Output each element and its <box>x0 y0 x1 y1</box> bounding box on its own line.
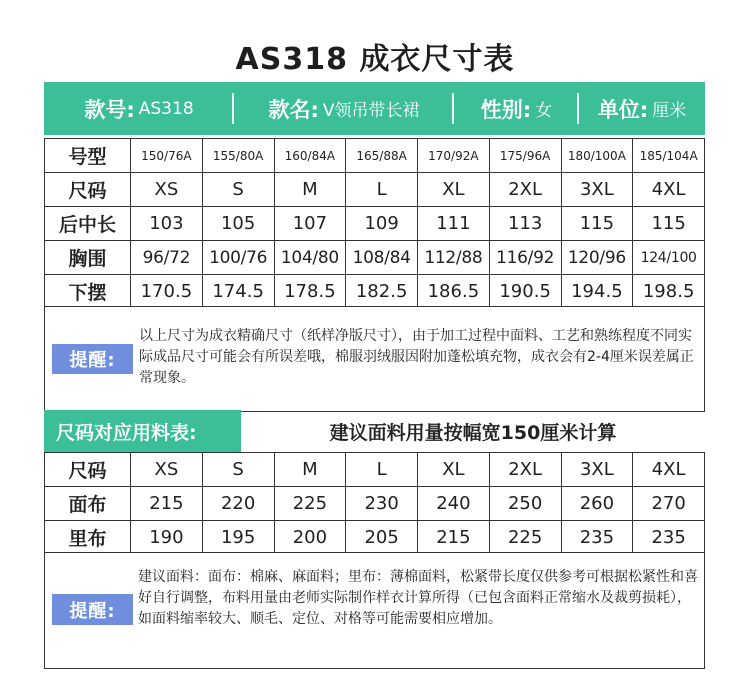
table-cell: 260 <box>561 487 633 521</box>
table-cell: 3XL <box>561 173 633 207</box>
table-row <box>45 207 705 241</box>
row-header: 下摆 <box>45 275 131 309</box>
unit-label: 单位: <box>597 97 649 122</box>
table-cell: 109 <box>346 207 418 241</box>
table-cell: 205 <box>346 521 418 555</box>
row-header: 尺码 <box>45 453 131 487</box>
table-cell: 195 <box>202 521 274 555</box>
table-cell: 215 <box>131 487 203 521</box>
table-cell: L <box>346 453 418 487</box>
table-cell: 104/80 <box>274 241 346 275</box>
table-cell: 198.5 <box>633 275 705 309</box>
table-cell: 170.5 <box>131 275 203 309</box>
table-cell: 112/88 <box>418 241 490 275</box>
table-cell: 220 <box>202 487 274 521</box>
table-cell: 115 <box>561 207 633 241</box>
table-cell: 120/96 <box>561 241 633 275</box>
table-cell: 182.5 <box>346 275 418 309</box>
table-cell: 194.5 <box>561 275 633 309</box>
table-row <box>45 453 705 487</box>
table-row <box>45 241 705 275</box>
style-number-label: 款号: <box>84 97 135 122</box>
table-cell: 165/88A <box>346 139 418 173</box>
style-number <box>44 82 234 135</box>
table-cell: 200 <box>274 521 346 555</box>
table-cell: 115 <box>633 207 705 241</box>
table-cell: M <box>274 453 346 487</box>
table-row <box>45 275 705 309</box>
table-cell: 240 <box>418 487 490 521</box>
table-cell: 250 <box>489 487 561 521</box>
fabric-usage-table <box>44 452 705 555</box>
gender-value: 女 <box>535 101 553 121</box>
table-cell: 178.5 <box>274 275 346 309</box>
unit <box>579 82 705 135</box>
table-cell: XS <box>131 173 203 207</box>
table-cell: 170/92A <box>418 139 490 173</box>
table-cell: 150/76A <box>131 139 203 173</box>
table-cell: 2XL <box>489 173 561 207</box>
table-cell: XL <box>418 453 490 487</box>
fabric-usage-note: 建议面料用量按幅宽150厘米计算 <box>329 421 617 444</box>
table-cell: S <box>202 453 274 487</box>
table-cell: 190.5 <box>489 275 561 309</box>
gender-label: 性别: <box>480 97 532 122</box>
table-row <box>45 173 705 207</box>
table-cell: 235 <box>561 521 633 555</box>
reminder-tag: 提醒: <box>52 594 133 625</box>
row-header: 里布 <box>45 521 131 555</box>
reminder-tag: 提醒: <box>52 344 133 374</box>
page-title: AS318 成衣尺寸表 <box>235 42 515 77</box>
table-cell: 4XL <box>633 453 705 487</box>
reminder-text: 以上尺寸为成衣精确尺寸（纸样净版尺寸），由于加工过程中面料、工艺和熟练程度不同实际成品尺寸可能会有所误差哦，棉服羽绒服因附加蓬松填充物，成衣会有2-4厘米误差属正常现象。 <box>139 328 694 386</box>
table-cell: 186.5 <box>418 275 490 309</box>
table-cell: 174.5 <box>202 275 274 309</box>
table-cell: 111 <box>418 207 490 241</box>
reminder-note-fabric <box>44 552 705 669</box>
table-cell: 175/96A <box>489 139 561 173</box>
table-cell: 270 <box>633 487 705 521</box>
size-chart-table <box>44 138 705 309</box>
table-cell: 2XL <box>489 453 561 487</box>
row-header: 面布 <box>45 487 131 521</box>
table-cell: 180/100A <box>561 139 633 173</box>
table-cell: 235 <box>633 521 705 555</box>
table-cell: 108/84 <box>346 241 418 275</box>
table-cell: 3XL <box>561 453 633 487</box>
table-cell: 225 <box>489 521 561 555</box>
table-cell: 116/92 <box>489 241 561 275</box>
style-name-label: 款名: <box>268 97 319 122</box>
product-info-bar <box>44 82 705 135</box>
table-cell: L <box>346 173 418 207</box>
row-header: 后中长 <box>45 207 131 241</box>
style-name-value: V领吊带长裙 <box>322 101 420 121</box>
style-name <box>234 82 454 135</box>
table-cell: 190 <box>131 521 203 555</box>
gender <box>454 82 579 135</box>
table-row <box>45 487 705 521</box>
table-cell: 103 <box>131 207 203 241</box>
table-cell: 215 <box>418 521 490 555</box>
table-cell: 185/104A <box>633 139 705 173</box>
table-cell: 105 <box>202 207 274 241</box>
table-cell: M <box>274 173 346 207</box>
table-cell: XL <box>418 173 490 207</box>
table-cell: 113 <box>489 207 561 241</box>
fabric-usage-title: 尺码对应用料表: <box>44 410 241 452</box>
table-cell: 4XL <box>633 173 705 207</box>
unit-value: 厘米 <box>652 101 687 121</box>
table-cell: 230 <box>346 487 418 521</box>
table-cell: 160/84A <box>274 139 346 173</box>
table-cell: 100/76 <box>202 241 274 275</box>
table-row <box>45 521 705 555</box>
table-cell: 225 <box>274 487 346 521</box>
table-row <box>45 139 705 173</box>
table-cell: 107 <box>274 207 346 241</box>
row-header: 胸围 <box>45 241 131 275</box>
reminder-text: 建议面料：面布：棉麻、麻面料；里布：薄棉面料，松紧带长度仅供参考可根据松紧性和喜好自行调整，布料用量由老师实际制作样衣计算所得（已包含面料正常缩水及裁剪损耗），如面料缩率较大、顺毛、定位、对格等可能需要相应增加。 <box>138 569 698 627</box>
reminder-note-sizes <box>44 306 705 412</box>
table-cell: XS <box>131 453 203 487</box>
row-header: 尺码 <box>45 173 131 207</box>
row-header: 号型 <box>45 139 131 173</box>
table-cell: 96/72 <box>131 241 203 275</box>
table-cell: 155/80A <box>202 139 274 173</box>
table-cell: 124/100 <box>633 241 705 275</box>
style-number-value: AS318 <box>138 98 194 119</box>
fabric-usage-header <box>44 410 705 452</box>
table-cell: S <box>202 173 274 207</box>
